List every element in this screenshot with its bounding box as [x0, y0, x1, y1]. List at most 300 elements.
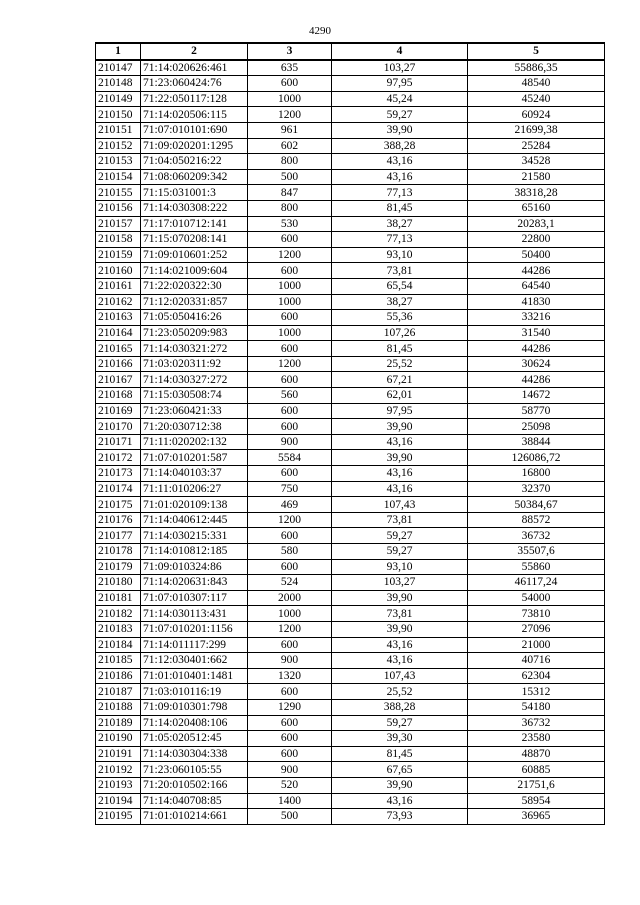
cell-area: 600 [248, 559, 332, 575]
cell-rate: 59,27 [332, 544, 468, 560]
table-row [96, 528, 605, 544]
cell-rate: 59,27 [332, 528, 468, 544]
table-row [96, 185, 605, 201]
cell-area: 961 [248, 122, 332, 138]
cell-cadastral-number: 71:14:040103:37 [141, 466, 248, 482]
cell-area: 750 [248, 481, 332, 497]
column-header: 3 [248, 43, 332, 60]
cell-total: 25098 [468, 419, 605, 435]
table-row [96, 606, 605, 622]
cell-number: 210179 [96, 559, 141, 575]
cell-total: 44286 [468, 263, 605, 279]
cell-number: 210159 [96, 247, 141, 263]
cell-cadastral-number: 71:12:020331:857 [141, 294, 248, 310]
cell-cadastral-number: 71:09:010601:252 [141, 247, 248, 263]
table-row [96, 699, 605, 715]
cell-total: 40716 [468, 653, 605, 669]
cell-cadastral-number: 71:03:010116:19 [141, 684, 248, 700]
cell-cadastral-number: 71:17:010712:141 [141, 216, 248, 232]
cell-area: 5584 [248, 450, 332, 466]
cell-cadastral-number: 71:14:020631:843 [141, 575, 248, 591]
cell-area: 1200 [248, 107, 332, 123]
cell-area: 1000 [248, 278, 332, 294]
cell-rate: 43,16 [332, 169, 468, 185]
cell-cadastral-number: 71:15:030508:74 [141, 388, 248, 404]
cell-rate: 25,52 [332, 356, 468, 372]
table-row [96, 341, 605, 357]
cell-rate: 38,27 [332, 294, 468, 310]
cell-cadastral-number: 71:01:010401:1481 [141, 668, 248, 684]
cell-cadastral-number: 71:15:070208:141 [141, 232, 248, 248]
cell-number: 210177 [96, 528, 141, 544]
table-row [96, 809, 605, 825]
cell-total: 54000 [468, 590, 605, 606]
table-row [96, 372, 605, 388]
cell-area: 1000 [248, 325, 332, 341]
cell-number: 210176 [96, 512, 141, 528]
cell-number: 210172 [96, 450, 141, 466]
cell-area: 500 [248, 809, 332, 825]
cell-total: 48870 [468, 746, 605, 762]
cell-rate: 77,13 [332, 232, 468, 248]
cell-number: 210178 [96, 544, 141, 560]
table-row [96, 310, 605, 326]
cell-rate: 39,90 [332, 590, 468, 606]
table-header-row [96, 43, 605, 60]
cell-number: 210181 [96, 590, 141, 606]
cell-area: 524 [248, 575, 332, 591]
cell-area: 500 [248, 169, 332, 185]
cell-area: 1000 [248, 606, 332, 622]
table-row [96, 450, 605, 466]
table-row [96, 403, 605, 419]
cell-cadastral-number: 71:14:030308:222 [141, 200, 248, 216]
cell-total: 54180 [468, 699, 605, 715]
column-header: 5 [468, 43, 605, 60]
cell-area: 600 [248, 528, 332, 544]
cell-rate: 59,27 [332, 107, 468, 123]
cell-total: 21751,6 [468, 777, 605, 793]
table-row [96, 122, 605, 138]
cell-number: 210157 [96, 216, 141, 232]
cell-rate: 65,54 [332, 278, 468, 294]
cell-cadastral-number: 71:07:010201:1156 [141, 621, 248, 637]
table-row [96, 512, 605, 528]
cell-rate: 39,90 [332, 450, 468, 466]
cell-rate: 107,43 [332, 668, 468, 684]
cell-area: 600 [248, 341, 332, 357]
cell-rate: 38,27 [332, 216, 468, 232]
cell-number: 210166 [96, 356, 141, 372]
cell-number: 210189 [96, 715, 141, 731]
cell-cadastral-number: 71:14:030321:272 [141, 341, 248, 357]
cell-area: 900 [248, 434, 332, 450]
table-row [96, 746, 605, 762]
cell-area: 602 [248, 138, 332, 154]
table-row [96, 762, 605, 778]
cell-rate: 107,26 [332, 325, 468, 341]
table-row [96, 637, 605, 653]
table-row [96, 793, 605, 809]
cell-rate: 73,81 [332, 263, 468, 279]
table-row [96, 575, 605, 591]
table-row [96, 653, 605, 669]
table-row [96, 60, 605, 76]
cell-area: 2000 [248, 590, 332, 606]
cell-total: 33216 [468, 310, 605, 326]
cell-cadastral-number: 71:07:010307:117 [141, 590, 248, 606]
cell-total: 126086,72 [468, 450, 605, 466]
cell-cadastral-number: 71:09:010301:798 [141, 699, 248, 715]
cell-rate: 59,27 [332, 715, 468, 731]
cell-total: 32370 [468, 481, 605, 497]
table-row [96, 294, 605, 310]
cell-number: 210147 [96, 60, 141, 76]
cell-total: 14672 [468, 388, 605, 404]
data-table [95, 42, 605, 825]
table-row [96, 232, 605, 248]
cell-total: 60885 [468, 762, 605, 778]
cell-number: 210184 [96, 637, 141, 653]
table-row [96, 138, 605, 154]
cell-rate: 67,65 [332, 762, 468, 778]
cell-number: 210153 [96, 154, 141, 170]
table-row [96, 388, 605, 404]
cell-rate: 43,16 [332, 637, 468, 653]
column-header: 2 [141, 43, 248, 60]
cell-area: 560 [248, 388, 332, 404]
cell-total: 27096 [468, 621, 605, 637]
cell-area: 600 [248, 232, 332, 248]
cell-cadastral-number: 71:20:010502:166 [141, 777, 248, 793]
table-row [96, 91, 605, 107]
cell-rate: 43,16 [332, 466, 468, 482]
cell-number: 210149 [96, 91, 141, 107]
cell-total: 21000 [468, 637, 605, 653]
cell-total: 45240 [468, 91, 605, 107]
cell-cadastral-number: 71:08:060209:342 [141, 169, 248, 185]
cell-total: 38844 [468, 434, 605, 450]
cell-area: 600 [248, 637, 332, 653]
cell-rate: 55,36 [332, 310, 468, 326]
cell-number: 210173 [96, 466, 141, 482]
table-row [96, 278, 605, 294]
cell-area: 1200 [248, 247, 332, 263]
cell-area: 600 [248, 419, 332, 435]
cell-rate: 103,27 [332, 60, 468, 76]
table-row [96, 590, 605, 606]
cell-number: 210161 [96, 278, 141, 294]
cell-area: 600 [248, 684, 332, 700]
table-row [96, 107, 605, 123]
cell-area: 1200 [248, 512, 332, 528]
cell-rate: 39,90 [332, 777, 468, 793]
cell-total: 46117,24 [468, 575, 605, 591]
page-number: 4290 [309, 25, 331, 37]
table-row [96, 200, 605, 216]
cell-cadastral-number: 71:14:030327:272 [141, 372, 248, 388]
cell-total: 58770 [468, 403, 605, 419]
cell-area: 900 [248, 762, 332, 778]
cell-cadastral-number: 71:14:030113:431 [141, 606, 248, 622]
cell-number: 210191 [96, 746, 141, 762]
cell-area: 800 [248, 200, 332, 216]
cell-rate: 103,27 [332, 575, 468, 591]
cell-number: 210186 [96, 668, 141, 684]
cell-number: 210193 [96, 777, 141, 793]
cell-total: 48540 [468, 76, 605, 92]
cell-total: 55860 [468, 559, 605, 575]
cell-number: 210164 [96, 325, 141, 341]
cell-total: 55886,35 [468, 60, 605, 76]
cell-cadastral-number: 71:15:031001:3 [141, 185, 248, 201]
cell-area: 600 [248, 746, 332, 762]
cell-area: 900 [248, 653, 332, 669]
cell-area: 1200 [248, 356, 332, 372]
cell-number: 210160 [96, 263, 141, 279]
cell-cadastral-number: 71:12:030401:662 [141, 653, 248, 669]
cell-cadastral-number: 71:05:020512:45 [141, 731, 248, 747]
cell-rate: 62,01 [332, 388, 468, 404]
table-row [96, 715, 605, 731]
table-row [96, 434, 605, 450]
cell-total: 23580 [468, 731, 605, 747]
cell-number: 210169 [96, 403, 141, 419]
table-row [96, 154, 605, 170]
cell-number: 210168 [96, 388, 141, 404]
cell-number: 210150 [96, 107, 141, 123]
cell-total: 65160 [468, 200, 605, 216]
cell-number: 210167 [96, 372, 141, 388]
cell-rate: 43,16 [332, 434, 468, 450]
cell-cadastral-number: 71:03:020311:92 [141, 356, 248, 372]
cell-area: 580 [248, 544, 332, 560]
cell-total: 88572 [468, 512, 605, 528]
cell-cadastral-number: 71:09:010324:86 [141, 559, 248, 575]
cell-total: 60924 [468, 107, 605, 123]
cell-total: 50400 [468, 247, 605, 263]
cell-total: 36732 [468, 715, 605, 731]
cell-cadastral-number: 71:14:020626:461 [141, 60, 248, 76]
cell-rate: 73,93 [332, 809, 468, 825]
cell-area: 530 [248, 216, 332, 232]
cell-rate: 93,10 [332, 247, 468, 263]
cell-number: 210195 [96, 809, 141, 825]
cell-rate: 73,81 [332, 512, 468, 528]
cell-total: 34528 [468, 154, 605, 170]
cell-total: 58954 [468, 793, 605, 809]
table-row [96, 684, 605, 700]
cell-cadastral-number: 71:11:010206:27 [141, 481, 248, 497]
table-row [96, 216, 605, 232]
table-row [96, 76, 605, 92]
cell-area: 469 [248, 497, 332, 513]
table-row [96, 497, 605, 513]
cell-rate: 97,95 [332, 76, 468, 92]
cell-area: 635 [248, 60, 332, 76]
cell-cadastral-number: 71:05:050416:26 [141, 310, 248, 326]
cell-area: 520 [248, 777, 332, 793]
cell-cadastral-number: 71:14:030304:338 [141, 746, 248, 762]
cell-rate: 81,45 [332, 200, 468, 216]
cell-total: 44286 [468, 341, 605, 357]
cell-total: 41830 [468, 294, 605, 310]
cell-number: 210163 [96, 310, 141, 326]
table-row [96, 668, 605, 684]
cell-cadastral-number: 71:22:020322:30 [141, 278, 248, 294]
cell-cadastral-number: 71:23:050209:983 [141, 325, 248, 341]
cell-rate: 39,90 [332, 122, 468, 138]
cell-total: 15312 [468, 684, 605, 700]
cell-area: 1000 [248, 91, 332, 107]
cell-cadastral-number: 71:14:021009:604 [141, 263, 248, 279]
cell-area: 1000 [248, 294, 332, 310]
cell-total: 20283,1 [468, 216, 605, 232]
cell-area: 1400 [248, 793, 332, 809]
cell-rate: 25,52 [332, 684, 468, 700]
cell-total: 21580 [468, 169, 605, 185]
cell-area: 600 [248, 466, 332, 482]
table-row [96, 356, 605, 372]
table-row [96, 559, 605, 575]
column-header: 4 [332, 43, 468, 60]
cell-area: 800 [248, 154, 332, 170]
cell-number: 210156 [96, 200, 141, 216]
cell-area: 600 [248, 263, 332, 279]
cell-area: 600 [248, 76, 332, 92]
cell-rate: 73,81 [332, 606, 468, 622]
cell-total: 50384,67 [468, 497, 605, 513]
cell-number: 210187 [96, 684, 141, 700]
cell-number: 210165 [96, 341, 141, 357]
cell-number: 210174 [96, 481, 141, 497]
cell-cadastral-number: 71:01:010214:661 [141, 809, 248, 825]
cell-number: 210190 [96, 731, 141, 747]
cell-number: 210170 [96, 419, 141, 435]
table-row [96, 263, 605, 279]
cell-number: 210152 [96, 138, 141, 154]
cell-number: 210158 [96, 232, 141, 248]
table-row [96, 247, 605, 263]
cell-total: 62304 [468, 668, 605, 684]
cell-total: 25284 [468, 138, 605, 154]
cell-cadastral-number: 71:23:060421:33 [141, 403, 248, 419]
cell-area: 1320 [248, 668, 332, 684]
cell-cadastral-number: 71:14:040708:85 [141, 793, 248, 809]
cell-number: 210148 [96, 76, 141, 92]
column-header: 1 [96, 43, 141, 60]
cell-number: 210155 [96, 185, 141, 201]
cell-cadastral-number: 71:14:010812:185 [141, 544, 248, 560]
cell-rate: 43,16 [332, 653, 468, 669]
cell-number: 210154 [96, 169, 141, 185]
cell-cadastral-number: 71:14:040612:445 [141, 512, 248, 528]
cell-rate: 43,16 [332, 793, 468, 809]
cell-cadastral-number: 71:22:050117:128 [141, 91, 248, 107]
cell-total: 44286 [468, 372, 605, 388]
cell-number: 210185 [96, 653, 141, 669]
cell-rate: 77,13 [332, 185, 468, 201]
cell-total: 21699,38 [468, 122, 605, 138]
cell-area: 600 [248, 403, 332, 419]
cell-number: 210182 [96, 606, 141, 622]
cell-total: 16800 [468, 466, 605, 482]
cell-area: 600 [248, 715, 332, 731]
cell-cadastral-number: 71:23:060424:76 [141, 76, 248, 92]
cell-total: 35507,6 [468, 544, 605, 560]
cell-area: 1200 [248, 621, 332, 637]
cell-cadastral-number: 71:14:020506:115 [141, 107, 248, 123]
cell-cadastral-number: 71:07:010101:690 [141, 122, 248, 138]
cell-area: 600 [248, 310, 332, 326]
cell-total: 36732 [468, 528, 605, 544]
cell-rate: 39,90 [332, 419, 468, 435]
cell-cadastral-number: 71:11:020202:132 [141, 434, 248, 450]
cell-cadastral-number: 71:01:020109:138 [141, 497, 248, 513]
cell-rate: 107,43 [332, 497, 468, 513]
cell-number: 210183 [96, 621, 141, 637]
table-row [96, 544, 605, 560]
cell-total: 30624 [468, 356, 605, 372]
table-row [96, 169, 605, 185]
cell-cadastral-number: 71:20:030712:38 [141, 419, 248, 435]
cell-number: 210180 [96, 575, 141, 591]
cell-rate: 97,95 [332, 403, 468, 419]
table-body [96, 60, 605, 825]
table-row [96, 419, 605, 435]
cell-number: 210175 [96, 497, 141, 513]
cell-rate: 388,28 [332, 138, 468, 154]
cell-total: 73810 [468, 606, 605, 622]
cell-number: 210151 [96, 122, 141, 138]
cell-rate: 388,28 [332, 699, 468, 715]
cell-rate: 43,16 [332, 154, 468, 170]
cell-area: 1290 [248, 699, 332, 715]
table-row [96, 481, 605, 497]
cell-cadastral-number: 71:07:010201:587 [141, 450, 248, 466]
cell-total: 64540 [468, 278, 605, 294]
cell-number: 210171 [96, 434, 141, 450]
cell-rate: 67,21 [332, 372, 468, 388]
cell-rate: 45,24 [332, 91, 468, 107]
cell-total: 31540 [468, 325, 605, 341]
table-row [96, 731, 605, 747]
cell-rate: 81,45 [332, 341, 468, 357]
cell-number: 210162 [96, 294, 141, 310]
cell-cadastral-number: 71:14:020408:106 [141, 715, 248, 731]
cell-cadastral-number: 71:23:060105:55 [141, 762, 248, 778]
cell-total: 22800 [468, 232, 605, 248]
cell-number: 210194 [96, 793, 141, 809]
cell-number: 210188 [96, 699, 141, 715]
cell-cadastral-number: 71:04:050216:22 [141, 154, 248, 170]
cell-area: 600 [248, 372, 332, 388]
table-row [96, 777, 605, 793]
cell-number: 210192 [96, 762, 141, 778]
cell-rate: 81,45 [332, 746, 468, 762]
table-row [96, 325, 605, 341]
table-row [96, 621, 605, 637]
cell-rate: 39,30 [332, 731, 468, 747]
cell-rate: 43,16 [332, 481, 468, 497]
cell-cadastral-number: 71:14:011117:299 [141, 637, 248, 653]
table-row [96, 466, 605, 482]
cell-total: 36965 [468, 809, 605, 825]
cell-area: 847 [248, 185, 332, 201]
cell-cadastral-number: 71:09:020201:1295 [141, 138, 248, 154]
cell-rate: 39,90 [332, 621, 468, 637]
cell-area: 600 [248, 731, 332, 747]
